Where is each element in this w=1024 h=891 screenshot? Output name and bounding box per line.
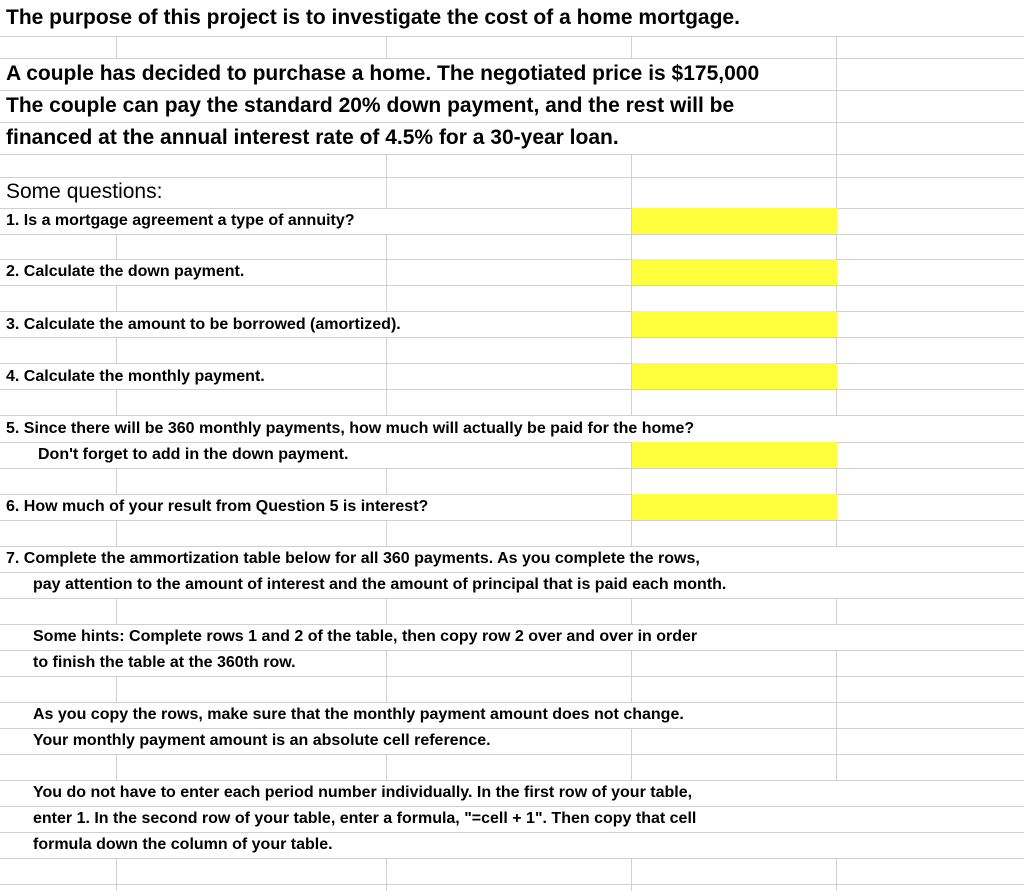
column-divider <box>631 177 632 208</box>
row-divider <box>0 154 1024 155</box>
answer-cell-q6[interactable] <box>632 494 837 520</box>
column-divider <box>631 285 632 311</box>
hint-line[interactable]: You do not have to enter each period number individually. In the first row of your table, <box>33 784 693 801</box>
column-divider <box>836 676 837 702</box>
row-divider <box>0 177 1024 178</box>
column-divider <box>631 598 632 624</box>
column-divider <box>386 389 387 415</box>
column-divider <box>836 337 837 363</box>
column-divider <box>116 337 117 363</box>
column-divider <box>116 468 117 494</box>
column-divider <box>386 754 387 780</box>
row-divider <box>0 494 1024 495</box>
intro-line[interactable]: The couple can pay the standard 20% down payment, and the rest will be <box>6 94 735 117</box>
column-divider <box>836 858 837 891</box>
column-divider <box>386 337 387 363</box>
question-4[interactable]: 4. Calculate the monthly payment. <box>6 368 265 385</box>
column-divider <box>631 154 632 177</box>
column-divider <box>631 468 632 494</box>
column-divider <box>116 36 117 58</box>
row-divider <box>0 650 1024 651</box>
hint-line[interactable]: As you copy the rows, make sure that the monthly payment amount does not change. <box>33 706 684 723</box>
row-divider <box>0 624 1024 625</box>
row-divider <box>0 337 1024 338</box>
row-divider <box>0 234 1024 235</box>
column-divider <box>631 36 632 58</box>
row-divider <box>0 415 1024 416</box>
row-divider <box>0 36 1024 37</box>
column-divider <box>631 676 632 702</box>
row-divider <box>0 572 1024 573</box>
column-divider <box>386 285 387 311</box>
column-divider <box>631 650 632 676</box>
column-divider <box>836 285 837 311</box>
column-divider <box>836 754 837 780</box>
column-divider <box>386 650 387 676</box>
answer-cell-q1[interactable] <box>632 208 837 234</box>
row-divider <box>0 884 1024 885</box>
column-divider <box>386 234 387 259</box>
row-divider <box>0 806 1024 807</box>
row-divider <box>0 208 1024 209</box>
question-1[interactable]: 1. Is a mortgage agreement a type of annuity? <box>6 212 355 229</box>
column-divider <box>116 234 117 259</box>
row-divider <box>0 389 1024 390</box>
question-7[interactable]: 7. Complete the ammortization table below for all 360 payments. As you complete the rows, <box>6 550 700 567</box>
column-divider <box>631 337 632 363</box>
question-3[interactable]: 3. Calculate the amount to be borrowed (amortized). <box>6 316 401 333</box>
column-divider <box>836 650 837 676</box>
column-divider <box>116 858 117 891</box>
column-divider <box>836 58 837 154</box>
row-divider <box>0 311 1024 312</box>
hint-line[interactable]: Some hints: Complete rows 1 and 2 of the table, then copy row 2 over and over in order <box>33 628 698 645</box>
page-title[interactable]: The purpose of this project is to investigate the cost of a home mortgage. <box>6 6 740 29</box>
column-divider <box>836 598 837 624</box>
column-divider <box>386 858 387 891</box>
column-divider <box>836 702 837 728</box>
row-divider <box>0 676 1024 677</box>
question-5[interactable]: 5. Since there will be 360 monthly payments, how much will actually be paid for the home? <box>6 420 695 437</box>
column-divider <box>836 468 837 494</box>
row-divider <box>0 858 1024 859</box>
column-divider <box>386 177 387 208</box>
questions-heading[interactable]: Some questions: <box>6 180 163 203</box>
column-divider <box>836 154 837 177</box>
question-5-note[interactable]: Don't forget to add in the down payment. <box>38 446 349 463</box>
question-7-note[interactable]: pay attention to the amount of interest and the amount of principal that is paid each month. <box>33 576 727 593</box>
column-divider <box>116 754 117 780</box>
column-divider <box>631 728 632 754</box>
column-divider <box>386 36 387 58</box>
row-divider <box>0 598 1024 599</box>
column-divider <box>836 728 837 754</box>
column-divider <box>836 234 837 259</box>
column-divider <box>631 234 632 259</box>
column-divider <box>631 754 632 780</box>
row-divider <box>0 546 1024 547</box>
column-divider <box>116 520 117 546</box>
column-divider <box>631 520 632 546</box>
row-divider <box>0 285 1024 286</box>
intro-line[interactable]: A couple has decided to purchase a home. The negotiated price is $175,000 <box>6 62 760 85</box>
column-divider <box>836 177 837 208</box>
answer-cell-q3[interactable] <box>632 311 837 337</box>
column-divider <box>836 389 837 415</box>
row-divider <box>0 468 1024 469</box>
column-divider <box>836 520 837 546</box>
answer-cell-q2[interactable] <box>632 259 837 285</box>
hint-line[interactable]: enter 1. In the second row of your table, enter a formula, "=cell + 1". Then copy that cell <box>33 810 697 827</box>
row-divider <box>0 702 1024 703</box>
column-divider <box>386 520 387 546</box>
column-divider <box>116 598 117 624</box>
column-divider <box>386 468 387 494</box>
row-divider <box>0 90 1024 91</box>
column-divider <box>386 598 387 624</box>
row-divider <box>0 832 1024 833</box>
row-divider <box>0 259 1024 260</box>
row-divider <box>0 122 1024 123</box>
hint-line[interactable]: Your monthly payment amount is an absolute cell reference. <box>33 732 491 749</box>
column-divider <box>631 858 632 891</box>
row-divider <box>0 442 1024 443</box>
column-divider <box>386 676 387 702</box>
question-2[interactable]: 2. Calculate the down payment. <box>6 263 245 280</box>
question-6[interactable]: 6. How much of your result from Question 5 is interest? <box>6 498 429 515</box>
column-divider <box>386 259 387 285</box>
hint-line[interactable]: formula down the column of your table. <box>33 836 333 853</box>
row-divider <box>0 520 1024 521</box>
row-divider <box>0 754 1024 755</box>
row-divider <box>0 728 1024 729</box>
column-divider <box>116 285 117 311</box>
hint-line[interactable]: to finish the table at the 360th row. <box>33 654 296 671</box>
column-divider <box>631 389 632 415</box>
column-divider <box>386 154 387 177</box>
row-divider <box>0 363 1024 364</box>
row-divider <box>0 58 1024 59</box>
answer-cell-q5[interactable] <box>632 442 837 468</box>
column-divider <box>386 363 387 389</box>
column-divider <box>116 389 117 415</box>
row-divider <box>0 780 1024 781</box>
column-divider <box>116 676 117 702</box>
answer-cell-q4[interactable] <box>632 363 837 389</box>
column-divider <box>836 36 837 58</box>
intro-line[interactable]: financed at the annual interest rate of 4.5% for a 30-year loan. <box>6 126 619 149</box>
